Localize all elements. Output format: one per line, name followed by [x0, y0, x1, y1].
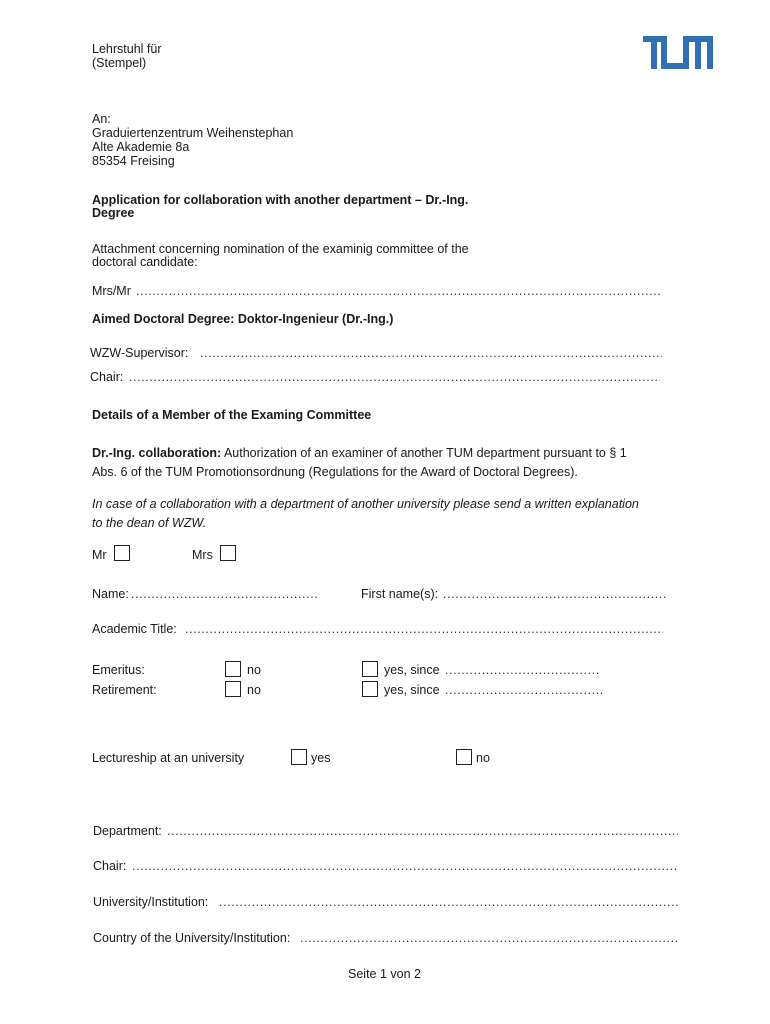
retirement-yes-label: yes, since	[384, 683, 440, 697]
name-field[interactable]	[131, 587, 319, 601]
sender-line-2: (Stempel)	[92, 56, 147, 70]
document-title-line-1: Application for collaboration with another department – Dr.-Ing.	[92, 193, 469, 207]
chair-label: Chair:	[90, 370, 124, 384]
lectureship-yes-checkbox[interactable]	[291, 749, 307, 765]
emeritus-since-field[interactable]	[445, 663, 600, 677]
emeritus-yes-label: yes, since	[384, 663, 440, 677]
lectureship-yes-label: yes	[311, 751, 331, 765]
attachment-line-1: Attachment concerning nomination of the examinig committee of the	[92, 242, 469, 256]
candidate-label: Mrs/Mr	[92, 284, 131, 298]
department-label: Department:	[93, 824, 162, 838]
supervisor-label: WZW-Supervisor:	[90, 346, 189, 360]
mr-checkbox[interactable]	[114, 545, 130, 561]
academic-title-label: Academic Title:	[92, 622, 177, 636]
collab-bold: Dr.-Ing. collaboration:	[92, 446, 222, 460]
note-line-2: to the dean of WZW.	[92, 516, 207, 530]
aimed-degree: Aimed Doctoral Degree: Doktor-Ingenieur (Dr.-Ing.)	[92, 312, 394, 326]
emeritus-no-checkbox[interactable]	[225, 661, 241, 677]
country-label: Country of the University/Institution:	[93, 931, 291, 945]
recipient-street: Alte Akademie 8a	[92, 140, 190, 154]
firstname-label: First name(s):	[361, 587, 439, 601]
tum-logo	[643, 36, 713, 69]
note-line-1: In case of a collaboration with a department of another university please send a written explanation	[92, 497, 639, 511]
mrs-checkbox[interactable]	[220, 545, 236, 561]
lectureship-no-label: no	[476, 751, 490, 765]
collab-line-1	[92, 446, 627, 460]
retirement-since-field[interactable]	[445, 683, 603, 697]
retirement-no-label: no	[247, 683, 261, 697]
retirement-yes-checkbox[interactable]	[362, 681, 378, 697]
page-number: Seite 1 von 2	[348, 967, 421, 981]
attachment-line-2: doctoral candidate:	[92, 255, 198, 269]
chair2-label: Chair:	[93, 859, 127, 873]
retirement-no-checkbox[interactable]	[225, 681, 241, 697]
collab-line-2: Abs. 6 of the TUM Promotionsordnung (Regulations for the Award of Doctoral Degrees).	[92, 465, 578, 479]
sender-line-1: Lehrstuhl für	[92, 42, 162, 56]
retirement-label: Retirement:	[92, 683, 157, 697]
chair2-field[interactable]	[132, 859, 676, 873]
lectureship-label: Lectureship at an university	[92, 751, 245, 765]
recipient-to: An:	[92, 112, 111, 126]
university-field[interactable]	[219, 895, 678, 909]
candidate-field[interactable]	[136, 284, 660, 298]
academic-title-field[interactable]	[185, 622, 663, 636]
emeritus-label: Emeritus:	[92, 663, 145, 677]
emeritus-yes-checkbox[interactable]	[362, 661, 378, 677]
emeritus-no-label: no	[247, 663, 261, 677]
name-label: Name:	[92, 587, 129, 601]
supervisor-field[interactable]	[200, 346, 662, 360]
recipient-name: Graduiertenzentrum Weihenstephan	[92, 126, 294, 140]
department-field[interactable]	[167, 824, 678, 838]
collab-text-1: Authorization of an examiner of another TUM department pursuant to § 1	[221, 446, 627, 460]
mrs-label: Mrs	[192, 548, 213, 562]
chair-field[interactable]	[129, 370, 660, 384]
details-heading: Details of a Member of the Examing Committee	[92, 408, 372, 422]
recipient-city: 85354 Freising	[92, 154, 175, 168]
mr-label: Mr	[92, 548, 107, 562]
firstname-field[interactable]	[443, 587, 665, 601]
document-title-line-2: Degree	[92, 206, 135, 220]
country-field[interactable]	[300, 931, 679, 945]
lectureship-no-checkbox[interactable]	[456, 749, 472, 765]
university-label: University/Institution:	[93, 895, 209, 909]
